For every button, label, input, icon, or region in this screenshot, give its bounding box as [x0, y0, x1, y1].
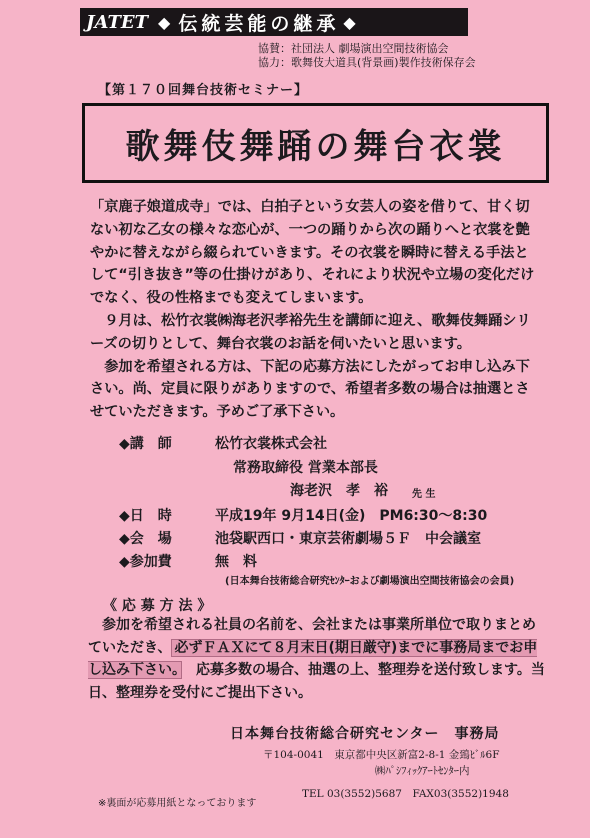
venue-label: ◆会 場: [119, 531, 172, 547]
diamond-icon: ◆: [343, 12, 360, 32]
lecturer-honorific: 先 生: [412, 489, 436, 500]
fee-label: ◆参加費: [119, 554, 172, 570]
sponsor-line: 協賛：社団法人 劇場演出空間技術協会: [258, 42, 449, 55]
apply-heading: 《 応 募 方 法 》: [103, 598, 212, 614]
lecturer-position: 常務取締役 営業本部長: [233, 460, 378, 476]
body-text: [90, 196, 540, 424]
apply-text: [88, 614, 548, 704]
paragraph: 参加を希望される方は、下記の応募方法にしたがってお申し込み下さい。尚、定員に限りがありますので、希望者多数の場合は抽選とさせていただきます。予めご了承下さい。: [90, 358, 530, 421]
office-name: 日本舞台技術総合研究センター 事務局: [230, 726, 500, 742]
page-title: 歌舞伎舞踊の舞台衣裳: [82, 103, 549, 183]
address: [263, 747, 500, 779]
seminar-label: 【第１７０回舞台技術セミナー】: [98, 83, 309, 98]
venue-value: 池袋駅西口・東京芸術劇場５Ｆ 中会議室: [215, 531, 481, 547]
apply-paragraph: [88, 614, 548, 704]
apply-text-b: 応募多数の場合、抽選の上、整理券を送付致します。当日、整理券を受付にご提出下さい。: [88, 662, 545, 701]
deadline-highlight: 必ずＦＡＸにて８月末日(期日厳守)までに事務局までお申し込み下さい。: [88, 639, 538, 678]
address-line: 〒104-0041 東京都中央区新富2-8-1 金鵄ﾋﾞﾙ6F: [263, 749, 500, 761]
contact-numbers: TEL 03(3552)5687 FAX03(3552)1948: [302, 788, 509, 800]
date-label: ◆日 時: [119, 508, 172, 524]
sponsors: [258, 42, 476, 70]
header-title: 伝統芸能の継承: [178, 12, 340, 35]
paragraph: 「京鹿子娘道成寺」では、白拍子という女芸人の姿を借りて、甘く切ない初な乙女の様々な恋心が、一つの踊りから次の踊りへと衣裳を艶やかに替えながら綴られていきます。その衣裳を瞬時に替える手法として“引き抜き”等の仕掛けがあり、それにより状況や立場の変化だけでなく、役の性格までも変えてしまいます。: [90, 199, 535, 307]
header-banner: [80, 8, 468, 36]
address-line: ㈱ﾊﾟｼﾌｨｯｸｱｰﾄｾﾝﾀｰ内: [375, 765, 470, 777]
fee-note: (日本舞台技術総合研究ｾﾝﾀｰおよび劇場演出空間技術協会の会員): [225, 576, 515, 587]
brand-logo: JATET: [86, 11, 149, 33]
footnote: ※裏面が応募用紙となっております: [98, 798, 257, 809]
lecturer-company: 松竹衣裳株式会社: [215, 436, 327, 452]
date-value: 平成19年 9月14日(金) PM6:30～8:30: [215, 508, 488, 524]
sponsor-line: 協力：歌舞伎大道具(背景画)製作技術保存会: [258, 56, 476, 69]
lecturer-name: 海老沢 孝 裕: [290, 483, 388, 499]
lecturer-label: ◆講 師: [119, 436, 172, 452]
paragraph: ９月は、松竹衣裳㈱海老沢孝裕先生を講師に迎え、歌舞伎舞踊シリーズの切りとして、舞台衣裳のお話を伺いたいと思います。: [90, 312, 531, 352]
diamond-icon: ◆: [158, 12, 175, 32]
apply-text-a: 参加を希望される社員の名前を、会社または事業所単位で取りまとめていただき、: [88, 617, 536, 656]
fee-value: 無 料: [215, 554, 257, 570]
